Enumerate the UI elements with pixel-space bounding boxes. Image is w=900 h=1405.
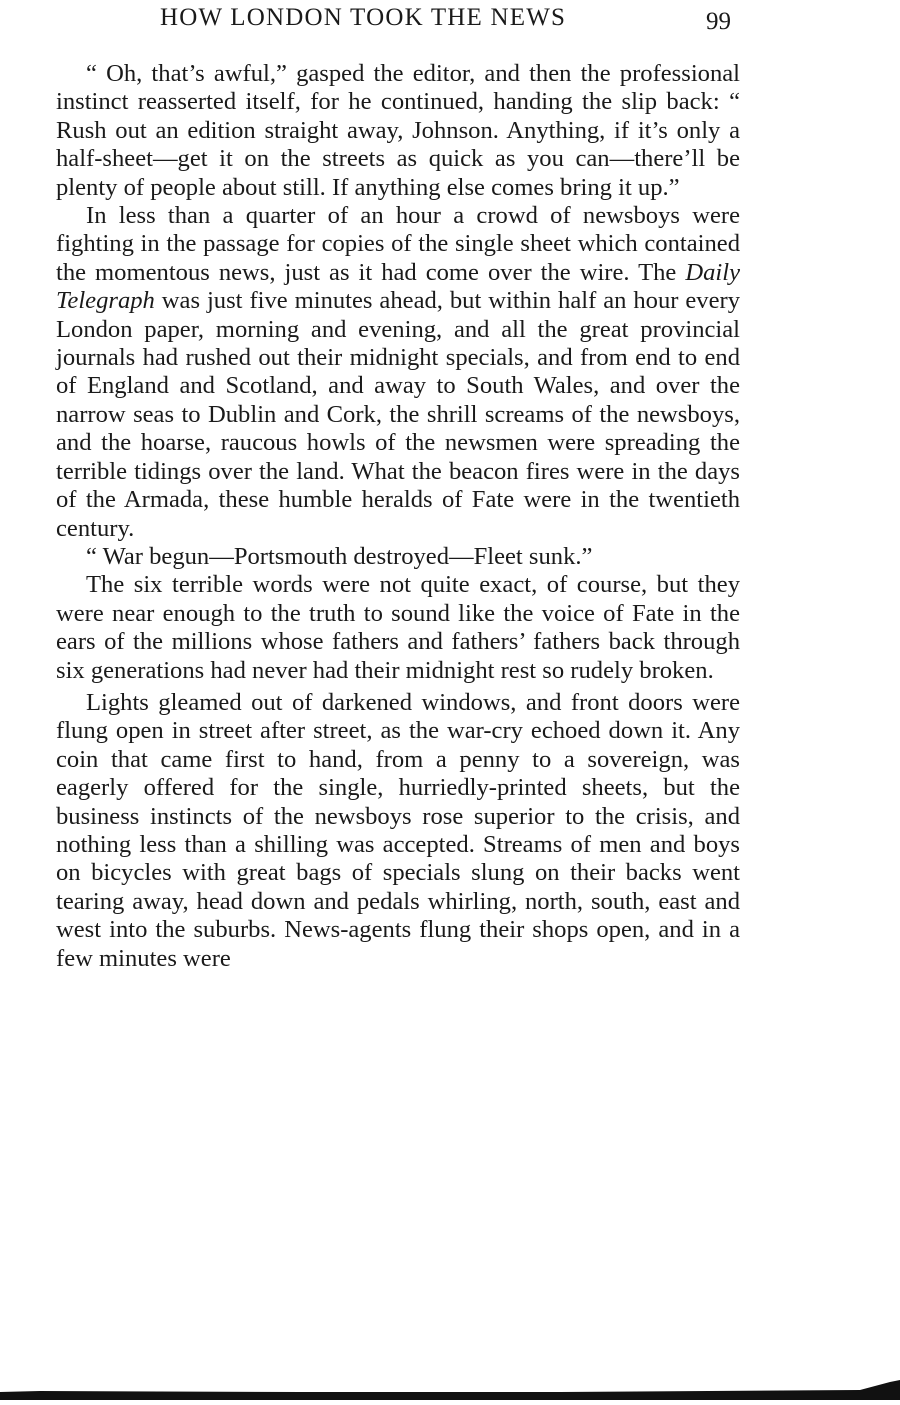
- paragraph-newsboys-text-after: was just five minutes ahead, but within half an hour every London paper, morning and evening, and all the great provincial journals had rushed out their midnight specials, and from end to end of England and Scotland, and away to South Wales, and over the narrow seas to Dublin and Cork, the shrill screams of the newsboys, and the hoarse, raucous howls of the newsmen were spreading the terrible tidings over the land. What the beacon fires were in the days of the Armada, these humble heralds of Fate were in the twentieth century.: [56, 287, 740, 542]
- newspaper-title-daily-telegraph: Daily Telegraph: [56, 258, 740, 315]
- page-number: 99: [706, 8, 731, 35]
- page-bottom-edge: [0, 1380, 900, 1400]
- paragraph-six-words: The six terrible words were not quite exact, of course, but they were near enough to the truth to sound like the voice of Fate in the ears of the millions whose fathers and fathers’ fathers back through six generations had never had their midnight rest so rudely broken.: [56, 571, 740, 684]
- paragraph-editor-reply: “ Oh, that’s awful,” gasped the editor, and then the professional instinct reasserted itself, for he continued, handing the slip back: “ Rush out an edition straight away, Johnson. Anything, if it’s only a half-sheet—get it on the streets as quick as you can—there’ll be plenty of people about still. If anything else comes bring it up.”: [56, 60, 740, 201]
- paragraph-lights: Lights gleamed out of darkened windows, and front doors were flung open in street after street, as the war-cry echoed down it. Any coin that came first to hand, from a penny to a sovereign, was eagerly offered for the single, hurriedly-printed sheets, but the business instincts of the newsboys rose superior to the crisis, and nothing less than a shilling was accepted. Streams of men and boys on bicycles with great bags of specials slung on their backs went tearing away, head down and pedals whirling, north, south, east and west into the suburbs. News-agents flung their shops open, and in a few minutes were: [56, 688, 740, 972]
- paragraph-war-cry: “ War begun—Portsmouth destroyed—Fleet sunk.”: [86, 542, 593, 570]
- paragraph-newsboys: [56, 202, 740, 543]
- paragraph-newsboys-text-before: In less than a quarter of an hour a crowd of newsboys were fighting in the passage for copies of the single sheet which contained the momentous news, just as it had come over the wire. The: [56, 202, 740, 286]
- body-text: [56, 60, 740, 973]
- running-title: HOW LONDON TOOK THE NEWS: [160, 4, 567, 31]
